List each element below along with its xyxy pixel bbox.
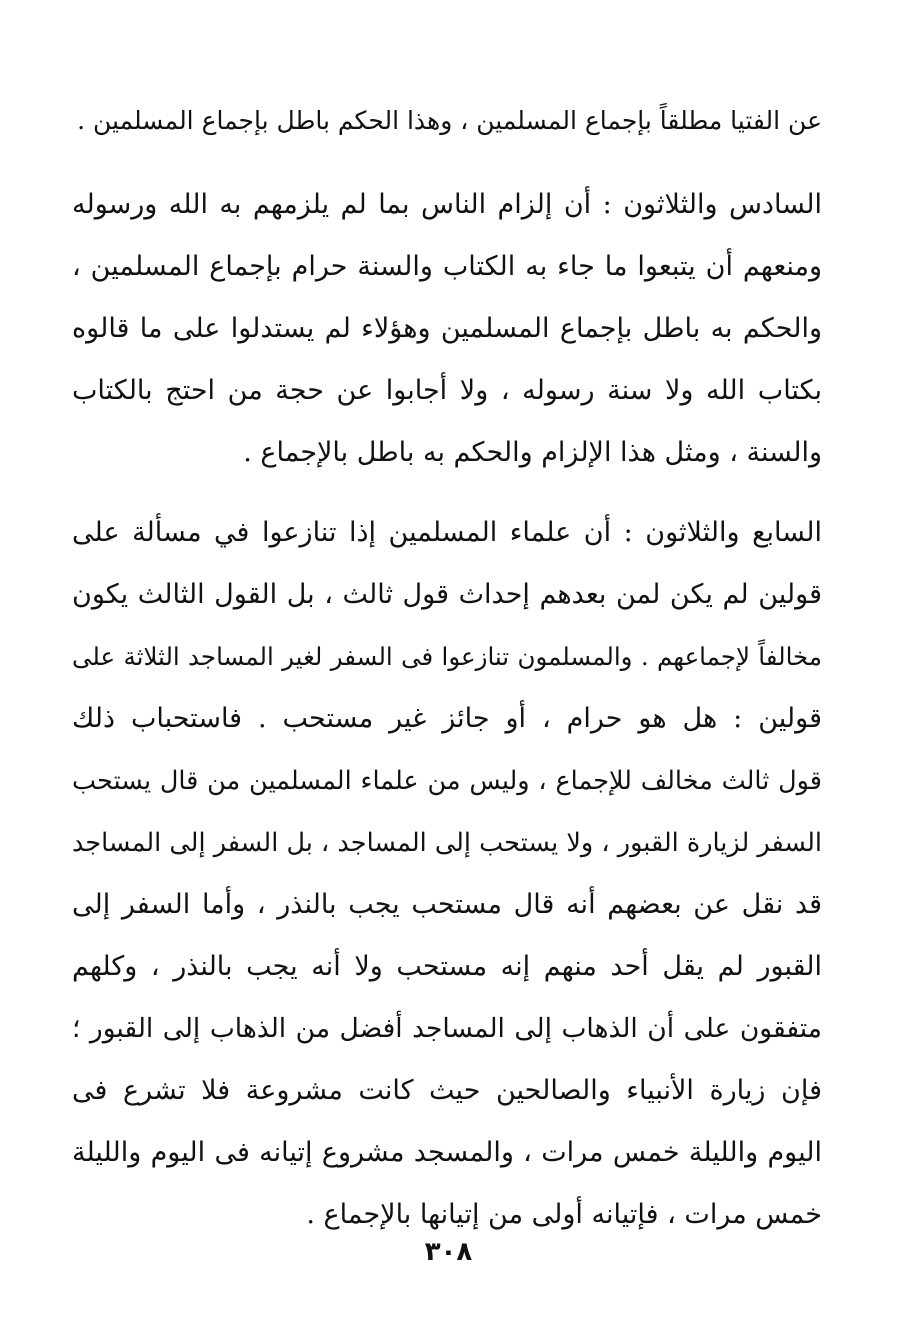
text-line: اليوم والليلة خمس مرات ، والمسجد مشروع إتيانه فى اليوم والليلة bbox=[72, 1137, 822, 1168]
text-line: السادس والثلاثون : أن إلزام الناس بما لم يلزمهم به الله ورسوله bbox=[72, 189, 822, 220]
text-line: ومنعهم أن يتبعوا ما جاء به الكتاب والسنة حرام بإجماع المسلمين ، bbox=[72, 251, 822, 282]
text-line: بكتاب الله ولا سنة رسوله ، ولا أجابوا عن حجة من احتج بالكتاب bbox=[72, 375, 822, 406]
page-number: ٣٠٨ bbox=[424, 1237, 473, 1267]
text-line: والسنة ، ومثل هذا الإلزام والحكم به باطل بالإجماع . bbox=[243, 437, 822, 468]
text-line: فإن زيارة الأنبياء والصالحين حيث كانت مشروعة فلا تشرع فى bbox=[72, 1075, 822, 1106]
paragraph-thirty-sixth bbox=[72, 174, 822, 484]
text-line: السفر لزيارة القبور ، ولا يستحب إلى المساجد ، بل السفر إلى المساجد bbox=[72, 828, 822, 858]
text-line: والحكم به باطل بإجماع المسلمين وهؤلاء لم يستدلوا على ما قالوه bbox=[72, 313, 822, 344]
text-line: السابع والثلاثون : أن علماء المسلمين إذا تنازعوا في مسألة على bbox=[72, 517, 822, 548]
text-line: قولين : هل هو حرام ، أو جائز غير مستحب . فاستحباب ذلك bbox=[72, 703, 822, 734]
text-line: متفقون على أن الذهاب إلى المساجد أفضل من الذهاب إلى القبور ؛ bbox=[72, 1013, 822, 1044]
text-line: قول ثالث مخالف للإجماع ، وليس من علماء المسلمين من قال يستحب bbox=[72, 766, 822, 796]
text-line: عن الفتيا مطلقاً بإجماع المسلمين ، وهذا الحكم باطل بإجماع المسلمين . bbox=[77, 106, 822, 135]
paragraph-continuation bbox=[72, 90, 822, 152]
text-line: خمس مرات ، فإتيانه أولى من إتيانها بالإجماع . bbox=[306, 1199, 822, 1230]
paragraph-thirty-seventh bbox=[72, 502, 822, 1246]
text-line: قد نقل عن بعضهم أنه قال مستحب يجب بالنذر ، وأما السفر إلى bbox=[72, 889, 822, 920]
text-line: القبور لم يقل أحد منهم إنه مستحب ولا أنه يجب بالنذر ، وكلهم bbox=[72, 951, 822, 982]
text-line: مخالفاً لإجماعهم . والمسلمون تنازعوا فى السفر لغير المساجد الثلاثة على bbox=[72, 642, 822, 671]
text-line: قولين لم يكن لمن بعدهم إحداث قول ثالث ، بل القول الثالث يكون bbox=[72, 579, 822, 610]
